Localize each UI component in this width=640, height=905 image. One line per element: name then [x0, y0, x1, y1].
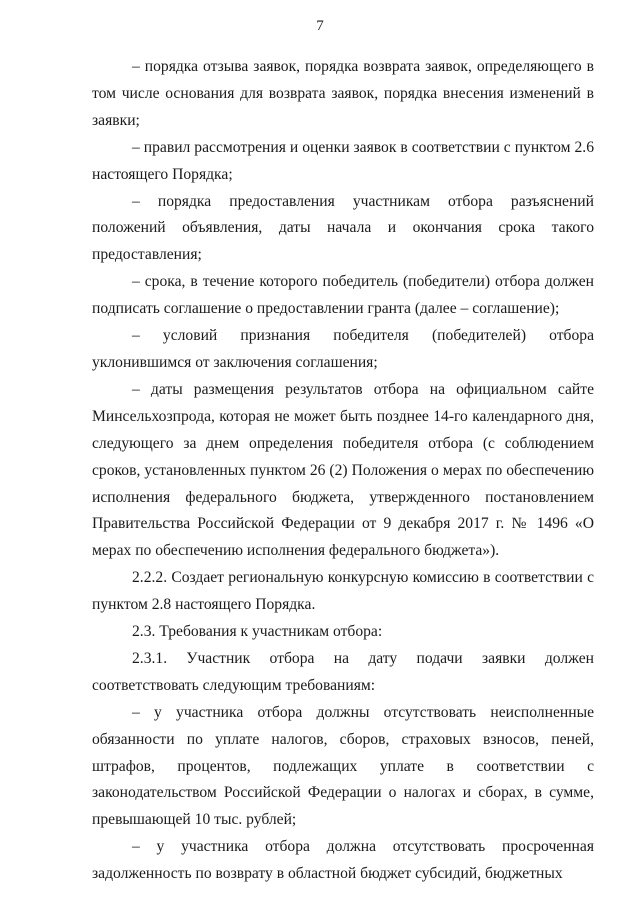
paragraph-review-rules: – правил рассмотрения и оценки заявок в соответствии с пунктом 2.6 настоящего Порядка;: [92, 138, 594, 183]
paragraph-requirements-heading: 2.3. Требования к участникам отбора:: [132, 623, 383, 641]
paragraph-commission: 2.2.2. Создает региональную конкурсную комиссию в соответствии с пунктом 2.8 настоящего Порядка.: [92, 569, 594, 614]
paragraph-signing-deadline: – срока, в течение которого победитель (победители) отбора должен подписать соглашение о предоставлении гранта (далее – соглашение);: [92, 273, 594, 318]
paragraph-evasion-conditions: – условий признания победителя (победителей) отбора уклонившимся от заключения соглашения;: [92, 327, 594, 371]
paragraph-tax-arrears: – у участника отбора должны отсутствовать неисполненные обязанности по уплате налогов, сборов, страховых взносов, пеней, штрафов, процентов, подлежащих уплате в соответствии с законодательством Российской Федерации о налогах и сборах, в сумме, превышающей 10 тыс. рублей;: [92, 703, 594, 829]
paragraph-overdue-debt: – у участника отбора должна отсутствовать просроченная задолженность по возврату в областной бюджет субсидий, бюджетных: [92, 838, 594, 883]
paragraph-results-publication: – даты размещения результатов отбора на официальном сайте Минсельхозпрода, которая не может быть позднее 14-го календарного дня, следующего за днем определения победителя отбора (с соблюдением сроков, установленных пунктом 26 (2) Положения о мерах по обеспечению исполнения федерального бюджета, утвержденного постановлением Правительства Российской Федерации от 9 декабря 2017 г. № 1496 «О мерах по обеспечению исполнения федерального бюджета»).: [92, 380, 594, 560]
paragraph-withdrawal-procedure: – порядка отзыва заявок, порядка возврата заявок, определяющего в том числе основания для возврата заявок, порядка внесения изменений в заявки;: [92, 58, 594, 129]
document-body: [92, 54, 594, 888]
paragraph-clarifications: – порядка предоставления участникам отбора разъяснений положений объявления, даты начала и окончания срока такого предоставления;: [92, 192, 594, 264]
page-number: 7: [316, 18, 324, 34]
paragraph-requirements-intro: 2.3.1. Участник отбора на дату подачи заявки должен соответствовать следующим требованиям:: [92, 649, 594, 694]
